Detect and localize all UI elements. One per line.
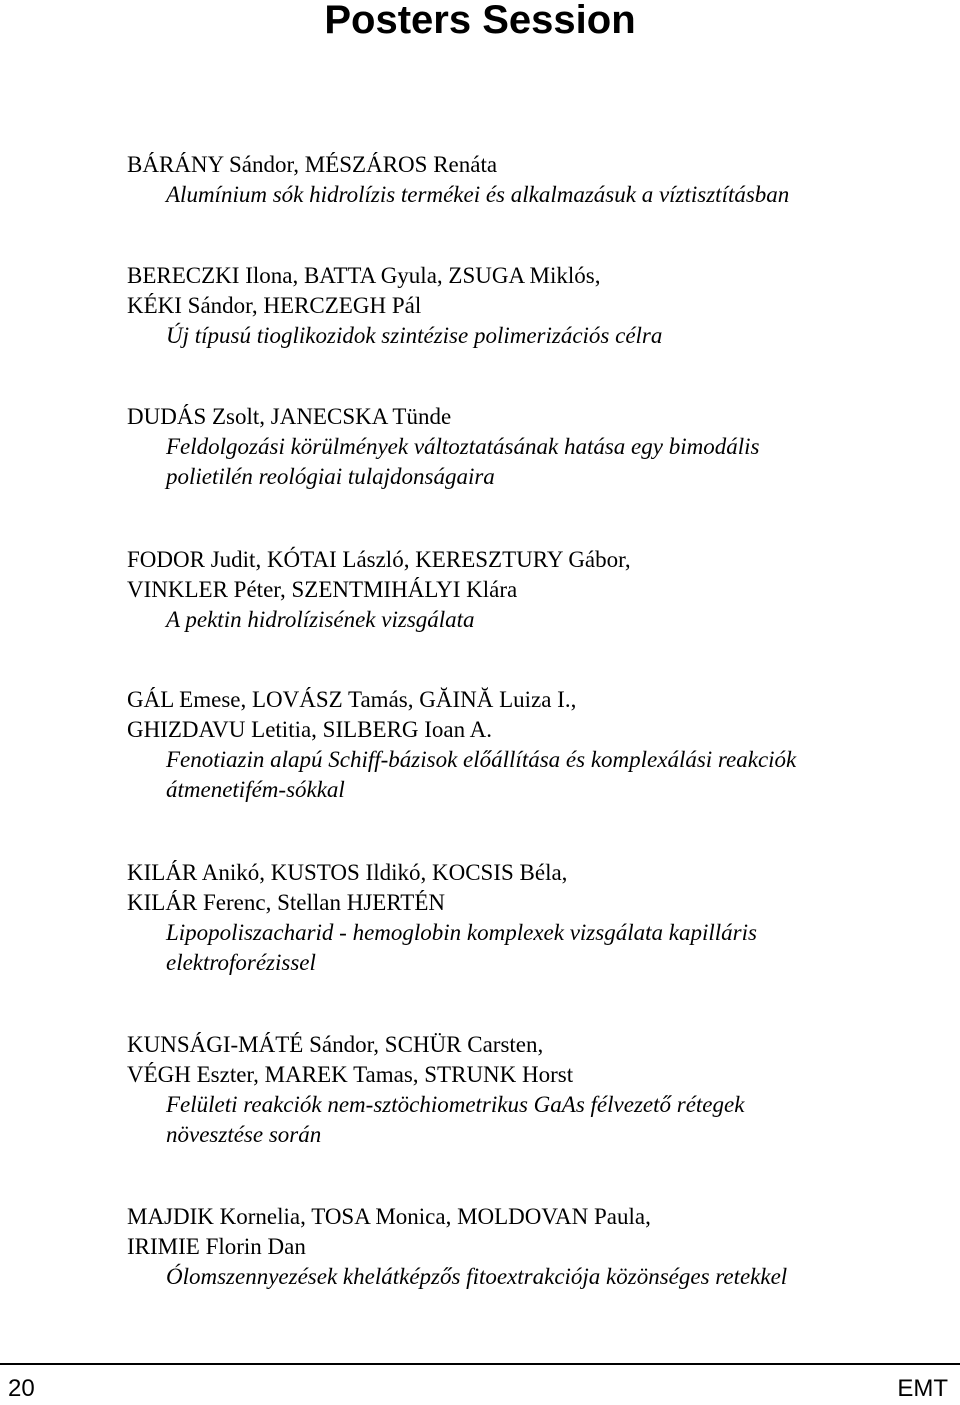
footer-label: EMT bbox=[897, 1375, 948, 1402]
poster-entry bbox=[127, 1202, 927, 1292]
poster-title: Fenotiazin alapú Schiff-bázisok előállítása és komplexálási reakciók bbox=[166, 747, 797, 772]
footer-divider bbox=[0, 1363, 960, 1365]
poster-title: elektroforézissel bbox=[166, 950, 316, 975]
poster-title: Feldolgozási körülmények változtatásának hatása egy bimodális bbox=[166, 434, 760, 459]
poster-authors: MAJDIK Kornelia, TOSA Monica, MOLDOVAN Paula, bbox=[127, 1204, 651, 1229]
poster-authors: IRIMIE Florin Dan bbox=[127, 1234, 306, 1259]
poster-authors: KUNSÁGI-MÁTÉ Sándor, SCHÜR Carsten, bbox=[127, 1032, 544, 1057]
poster-authors: GHIZDAVU Letitia, SILBERG Ioan A. bbox=[127, 717, 492, 742]
poster-title: polietilén reológiai tulajdonságaira bbox=[166, 464, 495, 489]
poster-title: átmenetifém-sókkal bbox=[166, 777, 345, 802]
poster-title: növesztése során bbox=[166, 1122, 322, 1147]
poster-entry bbox=[127, 1030, 927, 1150]
poster-entry bbox=[127, 685, 927, 805]
poster-title: Ólomszennyezések khelátképzős fitoextrakciója közönséges retekkel bbox=[166, 1264, 788, 1289]
poster-authors: BERECZKI Ilona, BATTA Gyula, ZSUGA Miklós, bbox=[127, 263, 601, 288]
poster-authors: VINKLER Péter, SZENTMIHÁLYI Klára bbox=[127, 577, 518, 602]
poster-title: Alumínium sók hidrolízis termékei és alkalmazásuk a víztisztításban bbox=[166, 182, 790, 207]
poster-entry bbox=[127, 545, 927, 635]
poster-authors: KILÁR Ferenc, Stellan HJERTÉN bbox=[127, 890, 446, 915]
poster-title: A pektin hidrolízisének vizsgálata bbox=[166, 607, 475, 632]
page-title: Posters Session bbox=[324, 0, 636, 42]
poster-title: Felületi reakciók nem-sztöchiometrikus GaAs félvezető rétegek bbox=[166, 1092, 745, 1117]
poster-authors: GÁL Emese, LOVÁSZ Tamás, GĂINĂ Luiza I., bbox=[127, 687, 577, 712]
page-number: 20 bbox=[8, 1375, 35, 1402]
poster-authors: KILÁR Anikó, KUSTOS Ildikó, KOCSIS Béla, bbox=[127, 860, 568, 885]
poster-entry bbox=[127, 261, 927, 351]
poster-title: Új típusú tioglikozidok szintézise polimerizációs célra bbox=[166, 323, 663, 348]
poster-authors: FODOR Judit, KÓTAI László, KERESZTURY Gábor, bbox=[127, 547, 631, 572]
poster-entry bbox=[127, 858, 927, 978]
poster-entry bbox=[127, 402, 927, 492]
poster-authors: BÁRÁNY Sándor, MÉSZÁROS Renáta bbox=[127, 152, 498, 177]
poster-authors: KÉKI Sándor, HERCZEGH Pál bbox=[127, 293, 422, 318]
poster-entry bbox=[127, 150, 927, 210]
poster-authors: VÉGH Eszter, MAREK Tamas, STRUNK Horst bbox=[127, 1062, 574, 1087]
poster-authors: DUDÁS Zsolt, JANECSKA Tünde bbox=[127, 404, 452, 429]
poster-title: Lipopoliszacharid - hemoglobin komplexek vizsgálata kapilláris bbox=[166, 920, 757, 945]
